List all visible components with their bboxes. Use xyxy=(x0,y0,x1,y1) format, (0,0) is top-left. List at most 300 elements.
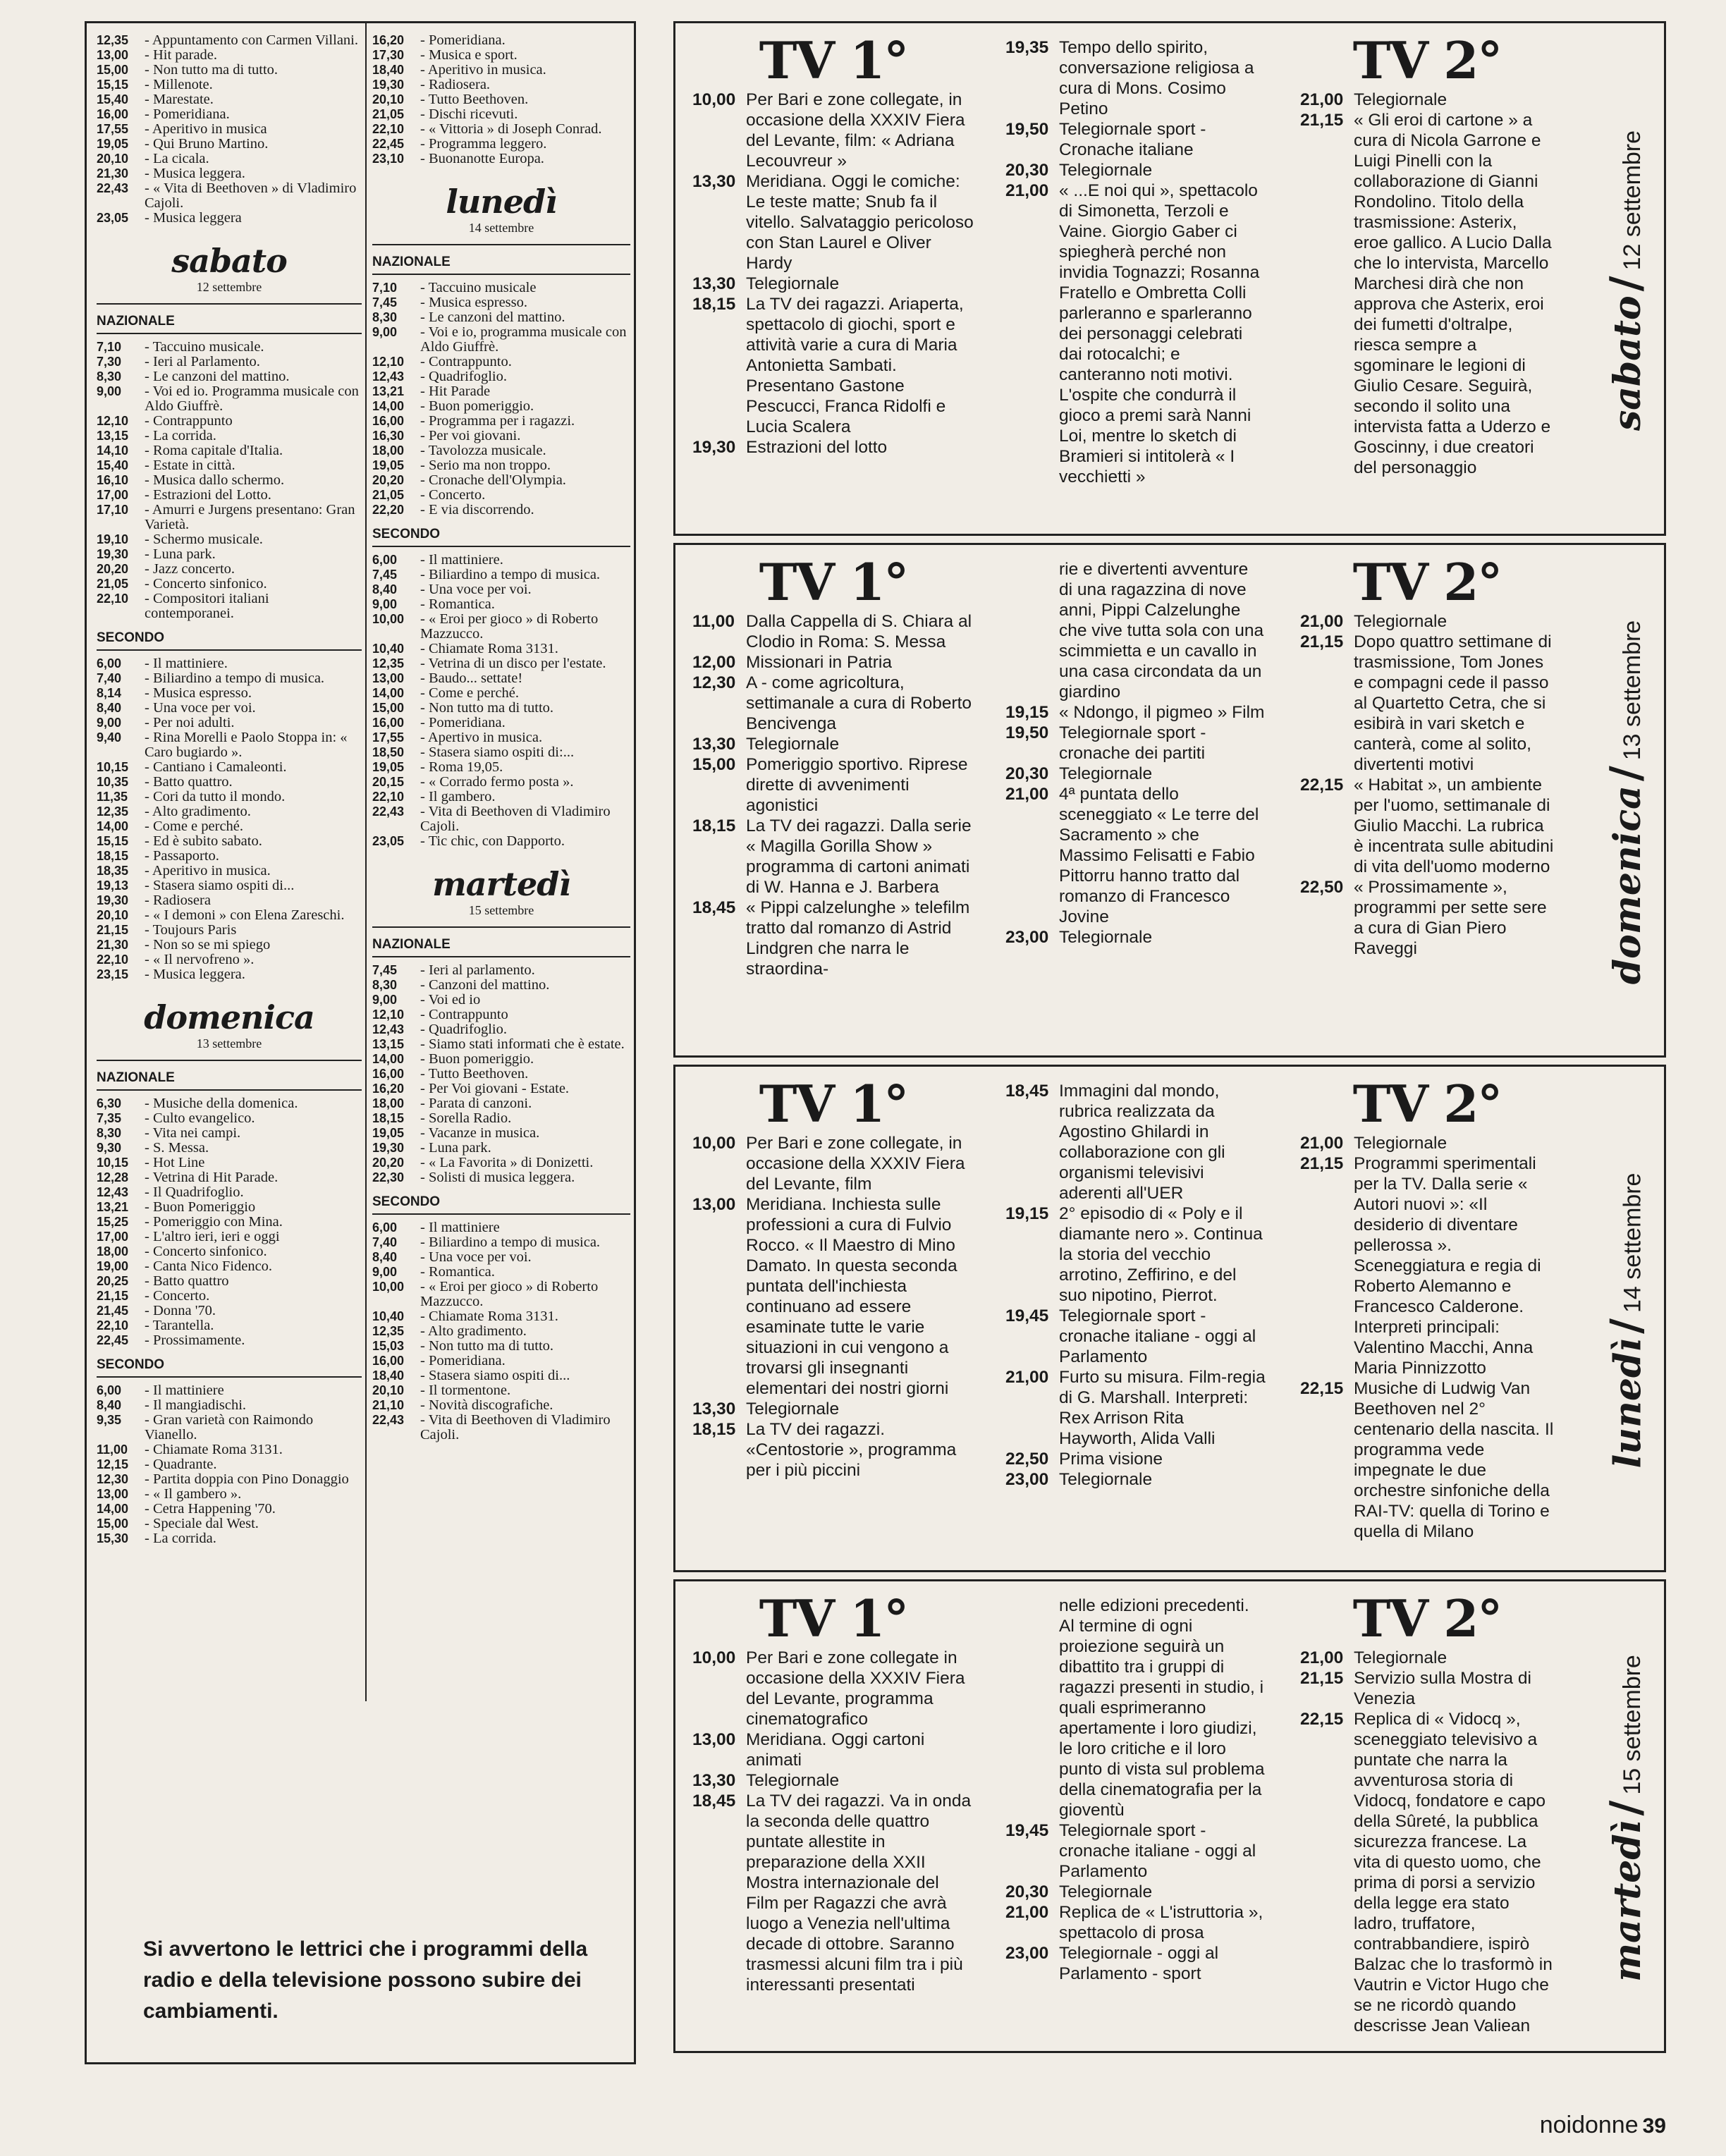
radio-program-row xyxy=(97,849,362,864)
tv-list xyxy=(1300,611,1554,959)
program-description: Per Bari e zone collegate, in occasione della XXXIV Fiera del Levante, film xyxy=(746,1134,965,1194)
program-description: « Gli eroi di cartone » a cura di Nicola Garrone e Luigi Pinelli con la collaborazione di Gianni Rondolino. Titolo della trasmissione: Asterix, eroe gallico. A Lucio Dalla che lo intervista, Marcello Marchesi dirà che non approva che Asterix, eroi dei fumetti d'oltralpe, riesca sempre a sgominare le legioni di Giulio Cesare. Seguirà, secondo il solito una intervista fatta a Uderzo e Goscinny, i due creatori del personaggio xyxy=(1354,111,1552,477)
radio-program-row xyxy=(97,656,362,671)
program-description: Estrazioni del lotto xyxy=(746,438,888,457)
program-time: 19,35 xyxy=(1005,38,1049,57)
tv-program-row xyxy=(692,816,974,898)
radio-program-row xyxy=(97,1383,362,1398)
program-title: - Musica e sport. xyxy=(420,48,630,63)
program-title: - Donna '70. xyxy=(145,1304,362,1318)
program-title: - Vacanze in musica. xyxy=(420,1126,630,1141)
radio-program-row xyxy=(372,730,630,745)
radio-program-row xyxy=(372,1220,630,1235)
radio-program-row xyxy=(372,122,630,137)
program-description: Telegiornale xyxy=(1354,1134,1447,1153)
radio-program-row xyxy=(97,671,362,686)
program-description: Telegiornale xyxy=(746,735,840,754)
radio-program-row xyxy=(97,1318,362,1333)
program-description: Meridiana. Oggi le comiche: Le teste matte; Snub fa il vitello. Salvataggio pericoloso con Stan Laurel e Oliver Hardy xyxy=(746,172,974,273)
program-time: 17,00 xyxy=(97,488,129,502)
program-time: 19,13 xyxy=(97,878,129,893)
program-time: 11,00 xyxy=(692,612,735,631)
radio-program-row xyxy=(97,1487,362,1502)
program-title: - Stasera siamo ospiti di:... xyxy=(420,745,630,760)
program-title: - Una voce per voi. xyxy=(420,1250,630,1265)
radio-program-row xyxy=(97,488,362,503)
slash-glyph: / xyxy=(1601,1800,1651,1816)
program-time: 21,00 xyxy=(1005,181,1049,200)
program-time: 17,10 xyxy=(97,503,129,517)
program-title: - Romantica. xyxy=(420,1265,630,1280)
program-description: Musiche di Ludwig Van Beethoven nel 2° centenario della nascita. Il programma vede impegnate le due orchestre sinfoniche della RAI-TV: quella di Torino e quella di Milano xyxy=(1354,1379,1554,1541)
radio-program-row xyxy=(97,804,362,819)
program-title: - L'altro ieri, ieri e oggi xyxy=(145,1230,362,1244)
program-title: - Passaporto. xyxy=(145,849,362,864)
program-time: 12,00 xyxy=(692,653,736,672)
program-time: 18,45 xyxy=(692,898,736,917)
side-day-date: 13 settembre xyxy=(1619,620,1646,761)
program-title: - Musica leggera. xyxy=(145,166,362,181)
side-day-date: 15 settembre xyxy=(1619,1655,1646,1795)
program-time: 20,10 xyxy=(97,908,129,922)
radio-program-row xyxy=(372,804,630,834)
program-time: 23,00 xyxy=(1005,1470,1049,1489)
tv-day-block-domenica xyxy=(673,543,1666,1058)
radio-program-row xyxy=(372,993,630,1007)
radio-program-row xyxy=(372,834,630,849)
program-title: - Vita nei campi. xyxy=(145,1126,362,1141)
program-time: 15,40 xyxy=(97,92,129,106)
tv-program-row xyxy=(692,673,974,734)
program-title: - Pomeridiana. xyxy=(420,716,630,730)
program-time: 6,00 xyxy=(97,656,122,670)
tv2-heading: TV 2° xyxy=(1352,1074,1502,1134)
program-time: 6,00 xyxy=(372,1220,398,1235)
program-title: - Concerto sinfonico. xyxy=(145,577,362,592)
tv-list xyxy=(1005,559,1266,948)
radio-program-row xyxy=(97,181,362,211)
tv-program-row xyxy=(692,1419,974,1481)
program-time: 21,15 xyxy=(97,1289,129,1303)
program-time: 21,10 xyxy=(372,1398,405,1412)
radio-program-row xyxy=(372,1398,630,1413)
tv1-heading: TV 1° xyxy=(759,1588,908,1648)
network-label: SECONDO xyxy=(97,1356,362,1378)
program-title: - Il mattiniere xyxy=(420,1220,630,1235)
program-time: 12,43 xyxy=(372,369,405,384)
program-title: - Cetra Happening '70. xyxy=(145,1502,362,1517)
program-title: - Pomeridiana. xyxy=(145,107,362,122)
program-description: Telegiornale xyxy=(1354,90,1447,109)
program-time: 16,00 xyxy=(372,414,405,428)
tv-program-row xyxy=(692,652,974,673)
program-description: Telegiornale xyxy=(746,1399,840,1419)
program-description: Per Bari e zone collegate, in occasione della XXXIV Fiera del Levante, film: « Adriana Lecouvreur » xyxy=(746,90,965,171)
side-day-date: 12 settembre xyxy=(1619,130,1646,271)
network-label: SECONDO xyxy=(372,526,630,547)
radio-program-row xyxy=(372,295,630,310)
program-title: - Radiosera. xyxy=(420,78,630,92)
tv2-column xyxy=(1300,553,1554,959)
program-time: 12,10 xyxy=(372,1007,405,1022)
program-title: - Stasera siamo ospiti di... xyxy=(420,1368,630,1383)
page-footer xyxy=(1540,2112,1666,2139)
radio-schedule-box xyxy=(85,21,636,2064)
tv-program-row xyxy=(1005,723,1266,764)
program-title: - Per noi adulti. xyxy=(145,716,362,730)
program-description: Telegiornale xyxy=(1354,612,1447,631)
program-title: - Jazz concerto. xyxy=(145,562,362,577)
program-title: - Pomeridiana. xyxy=(420,1354,630,1368)
radio-program-row xyxy=(97,78,362,92)
program-title: - Contrappunto xyxy=(145,414,362,429)
radio-program-row xyxy=(97,1274,362,1289)
tv-program-row xyxy=(1005,180,1266,487)
program-title: - Concerto. xyxy=(145,1289,362,1304)
program-time: 19,45 xyxy=(1005,1306,1049,1325)
program-title: - Musica espresso. xyxy=(420,295,630,310)
radio-program-row xyxy=(97,122,362,137)
program-title: - Biliardino a tempo di musica. xyxy=(145,671,362,686)
side-day-label xyxy=(1598,1581,1654,2055)
program-title: - Solisti di musica leggera. xyxy=(420,1170,630,1185)
radio-program-row xyxy=(97,137,362,152)
tv-list xyxy=(1005,1081,1266,1490)
program-time: 6,30 xyxy=(97,1096,122,1110)
radio-program-row xyxy=(372,488,630,503)
program-time: 17,55 xyxy=(97,122,129,136)
tv-list xyxy=(1300,90,1554,478)
tv-program-row xyxy=(692,1399,974,1419)
program-title: - Non tutto ma di tutto. xyxy=(420,701,630,716)
program-time: 12,30 xyxy=(97,1472,129,1486)
program-time: 20,30 xyxy=(1005,161,1049,180)
tv-schedule-area xyxy=(673,21,1666,2053)
radio-list xyxy=(372,1220,630,1443)
radio-program-row xyxy=(97,1230,362,1244)
network-label: NAZIONALE xyxy=(372,254,630,275)
program-time: 20,20 xyxy=(97,562,129,576)
radio-program-row xyxy=(372,686,630,701)
program-title: - Buon pomeriggio. xyxy=(420,1052,630,1067)
program-title: - Serio ma non troppo. xyxy=(420,458,630,473)
program-time: 22,10 xyxy=(372,790,405,804)
program-time: 20,20 xyxy=(372,473,405,487)
program-title: - Il mattiniere xyxy=(145,1383,362,1398)
program-time: 21,00 xyxy=(1005,1903,1049,1922)
program-title: - Partita doppia con Pino Donaggio xyxy=(145,1472,362,1487)
program-description: « Ndongo, il pigmeo » Film xyxy=(1059,703,1265,722)
program-time: 15,00 xyxy=(372,701,405,715)
radio-program-row xyxy=(97,701,362,716)
tv-program-row xyxy=(1005,119,1266,160)
radio-program-row xyxy=(97,1141,362,1156)
program-time: 11,35 xyxy=(97,790,128,804)
program-title: - « I demoni » con Elena Zareschi. xyxy=(145,908,362,923)
program-time: 18,40 xyxy=(372,1368,405,1383)
radio-program-row xyxy=(97,1333,362,1348)
tv-program-row xyxy=(1300,1709,1554,2036)
tv-program-row xyxy=(692,1133,974,1194)
program-title: - Qui Bruno Martino. xyxy=(145,137,362,152)
network-label: SECONDO xyxy=(97,630,362,651)
tv1-column xyxy=(692,1075,974,1481)
tv-program-row xyxy=(692,734,974,754)
radio-program-row xyxy=(372,1126,630,1141)
program-time: 20,10 xyxy=(372,1383,405,1397)
program-title: - « Vita di Beethoven » di Vladimiro Cajoli. xyxy=(145,181,362,211)
network-label: NAZIONALE xyxy=(372,936,630,957)
tv-program-row xyxy=(1300,1668,1554,1709)
program-description: Prima visione xyxy=(1059,1450,1163,1469)
radio-program-row xyxy=(97,211,362,226)
program-time: 16,10 xyxy=(97,473,129,487)
radio-program-row xyxy=(372,582,630,597)
program-description: Missionari in Patria xyxy=(746,653,892,672)
program-title: - Vetrina di un disco per l'estate. xyxy=(420,656,630,671)
program-description: « Habitat », un ambiente per l'uomo, settimanale di Giulio Macchi. La rubrica è incentrata sulle abitudini di vita dell'uomo moderno xyxy=(1354,776,1554,876)
tv-day-block-martedi xyxy=(673,1579,1666,2053)
program-time: 22,45 xyxy=(372,137,405,151)
program-time: 13,15 xyxy=(372,1037,405,1051)
program-title: - Tutto Beethoven. xyxy=(420,1067,630,1082)
program-description: nelle edizioni precedenti. Al termine di ogni proiezione seguirà un dibattito tra i gruppi di ragazzi presenti in studio, i quali esprimeranno apertamente i loro giudizi, le loro critiche e il loro punto di vista sul problema della cinematografia per la gioventù xyxy=(1059,1596,1265,1820)
radio-program-row xyxy=(97,923,362,938)
program-description: Telegiornale xyxy=(1059,161,1153,180)
slash-glyph: / xyxy=(1601,1318,1651,1334)
program-title: - Canzoni del mattino. xyxy=(420,978,630,993)
tv-program-row xyxy=(1300,1153,1554,1378)
program-title: - Schermo musicale. xyxy=(145,532,362,547)
schedule-change-notice: Si avvertono le lettrici che i programmi della radio e della televisione possono subire dei cambiamenti. xyxy=(143,1937,588,2023)
program-title: - Voi e io, programma musicale con Aldo Giuffrè. xyxy=(420,325,630,355)
program-time: 9,00 xyxy=(372,1265,398,1279)
program-time: 23,05 xyxy=(372,834,405,848)
program-time: 18,40 xyxy=(372,63,405,77)
program-time: 19,30 xyxy=(372,78,405,92)
radio-program-row xyxy=(372,1111,630,1126)
radio-program-row xyxy=(97,1413,362,1443)
tv1-continued-column xyxy=(1005,1595,1266,1984)
program-title: - Siamo stati informati che è estate. xyxy=(420,1037,630,1052)
program-time: 21,00 xyxy=(1005,785,1049,804)
program-time: 7,40 xyxy=(97,671,122,685)
program-title: - Aperitivo in musica. xyxy=(145,864,362,878)
program-time: 8,40 xyxy=(372,582,398,596)
radio-program-row xyxy=(97,414,362,429)
tv-program-row xyxy=(1005,1595,1266,1820)
program-time: 15,15 xyxy=(97,834,129,848)
program-time: 16,00 xyxy=(372,716,405,730)
program-title: - Radiosera xyxy=(145,893,362,908)
program-time: 23,00 xyxy=(1005,928,1049,947)
radio-program-row xyxy=(97,864,362,878)
radio-program-row xyxy=(97,819,362,834)
program-time: 21,05 xyxy=(372,488,405,502)
radio-program-row xyxy=(372,33,630,48)
program-time: 22,10 xyxy=(372,122,405,136)
program-time: 21,15 xyxy=(1300,1154,1344,1173)
radio-program-row xyxy=(372,1082,630,1096)
network-label: NAZIONALE xyxy=(97,1070,362,1091)
radio-program-row xyxy=(372,355,630,369)
radio-program-row xyxy=(97,1244,362,1259)
radio-program-row xyxy=(372,429,630,443)
program-title: - Cronache dell'Olympia. xyxy=(420,473,630,488)
radio-program-row xyxy=(97,775,362,790)
tv2-column xyxy=(1300,1075,1554,1542)
program-description: Telegiornale sport - cronache italiane - oggi al Parlamento xyxy=(1059,1306,1256,1366)
program-time: 12,28 xyxy=(97,1170,129,1184)
program-description: rie e divertenti avventure di una ragazzina di nove anni, Pippi Calzelunghe che vive tutta sola con una scimmietta e un cavallo in una casa circondata da un giardino xyxy=(1059,560,1264,702)
radio-program-row xyxy=(97,834,362,849)
radio-program-row xyxy=(97,592,362,621)
program-time: 20,15 xyxy=(372,775,405,789)
tv-program-row xyxy=(1300,611,1554,632)
tv-program-row xyxy=(1005,764,1266,784)
program-description: Telegiornale xyxy=(1059,1470,1153,1489)
tv-program-row xyxy=(1300,877,1554,959)
program-title: - Appuntamento con Carmen Villani. xyxy=(145,33,362,48)
tv2-column xyxy=(1300,32,1554,478)
program-description: Programmi sperimentali per la TV. Dalla serie « Autori nuovi »: «Il desiderio di diventare pellerossa ». Sceneggiatura e regia di Roberto Alemanno e Francesco Calderone. Interpreti principali: Valentino Macchi, Anna Maria Pinnizzotto xyxy=(1354,1154,1541,1378)
tv-list xyxy=(692,611,974,979)
tv1-continued-column xyxy=(1005,37,1266,487)
tv-program-row xyxy=(692,1791,974,1995)
radio-program-row xyxy=(97,33,362,48)
radio-program-row xyxy=(372,1265,630,1280)
program-time: 21,00 xyxy=(1300,612,1344,631)
program-time: 12,30 xyxy=(692,673,736,692)
program-time: 18,00 xyxy=(372,1096,405,1110)
program-time: 21,15 xyxy=(1300,111,1344,130)
program-title: - Luna park. xyxy=(420,1141,630,1156)
program-time: 17,55 xyxy=(372,730,405,745)
program-time: 21,05 xyxy=(97,577,129,591)
radio-program-row xyxy=(372,1368,630,1383)
program-title: - Cori da tutto il mondo. xyxy=(145,790,362,804)
radio-program-row xyxy=(372,369,630,384)
radio-program-row xyxy=(372,1280,630,1309)
radio-program-row xyxy=(372,384,630,399)
program-description: Replica di « Vidocq », sceneggiato televisivo a puntate che narra la avventurosa storia di Vidocq, fondatore e capo della Sûreté, la pubblica sicurezza francese. La vita di questo uomo, che prima di porsi a servizio della legge era stato ladro, truffatore, contrabbandiere, ispirò Balzac che lo trasformò in Vautrin e Victor Hugo che se ne ricordò quando descrisse Jean Valiean xyxy=(1354,1710,1553,2035)
tv-program-row xyxy=(1005,1367,1266,1449)
program-time: 13,21 xyxy=(97,1200,129,1214)
program-time: 21,30 xyxy=(97,938,129,952)
radio-program-row xyxy=(372,1156,630,1170)
program-description: « Pippi calzelunghe » telefilm tratto dal romanzo di Astrid Lindgren che narra le straordina- xyxy=(746,898,970,979)
tv-program-row xyxy=(1005,1902,1266,1943)
radio-program-row xyxy=(97,953,362,967)
side-day-date: 14 settembre xyxy=(1619,1172,1646,1313)
radio-program-row xyxy=(372,325,630,355)
tv-program-row xyxy=(1300,110,1554,478)
program-time: 8,30 xyxy=(97,1126,122,1140)
program-time: 19,30 xyxy=(692,438,736,457)
program-time: 18,45 xyxy=(692,1791,736,1811)
side-day-name: martedì xyxy=(1606,1820,1650,1982)
tv1-column xyxy=(692,32,974,458)
radio-list xyxy=(97,33,362,226)
program-time: 9,00 xyxy=(97,384,122,398)
radio-program-row xyxy=(372,1354,630,1368)
tv-list xyxy=(692,1648,974,1995)
tv1-continued-column xyxy=(1005,1081,1266,1490)
program-time: 8,40 xyxy=(97,701,122,715)
program-title: - Musica leggera xyxy=(145,211,362,226)
program-time: 22,15 xyxy=(1300,1710,1344,1729)
program-time: 8,40 xyxy=(372,1250,398,1264)
program-time: 14,00 xyxy=(97,819,129,833)
program-title: - Parata di canzoni. xyxy=(420,1096,630,1111)
program-time: 12,43 xyxy=(372,1022,405,1036)
program-title: - Contrappunto xyxy=(420,1007,630,1022)
radio-program-row xyxy=(372,503,630,517)
tv-program-row xyxy=(1005,927,1266,948)
radio-program-row xyxy=(372,656,630,671)
program-description: Telegiornale sport - Cronache italiane xyxy=(1059,120,1206,159)
program-title: - Apertivo in musica. xyxy=(420,730,630,745)
radio-program-row xyxy=(97,1185,362,1200)
tv-program-row xyxy=(1005,702,1266,723)
radio-program-row xyxy=(97,107,362,122)
radio-program-row xyxy=(97,893,362,908)
tv-list xyxy=(1300,1648,1554,2036)
tv-program-row xyxy=(1005,1449,1266,1469)
program-time: 21,15 xyxy=(1300,632,1344,651)
radio-program-row xyxy=(97,503,362,532)
radio-program-row xyxy=(97,63,362,78)
day-date: 15 settembre xyxy=(372,902,630,928)
tv-day-block-sabato xyxy=(673,21,1666,536)
radio-program-row xyxy=(372,152,630,166)
program-time: 13,30 xyxy=(692,735,736,754)
program-time: 14,00 xyxy=(372,1052,405,1066)
radio-program-row xyxy=(372,63,630,78)
program-description: Pomeriggio sportivo. Riprese dirette di avvenimenti agonistici xyxy=(746,755,968,815)
program-time: 10,40 xyxy=(372,642,405,656)
radio-program-row xyxy=(97,908,362,923)
radio-program-row xyxy=(372,642,630,656)
radio-program-row xyxy=(372,137,630,152)
radio-program-row xyxy=(97,1398,362,1413)
radio-program-row xyxy=(372,78,630,92)
tv-program-row xyxy=(692,754,974,816)
program-title: - « Il gambero ». xyxy=(145,1487,362,1502)
program-time: 22,50 xyxy=(1005,1450,1049,1469)
program-title: - Taccuino musicale. xyxy=(145,340,362,355)
program-title: - Romantica. xyxy=(420,597,630,612)
program-title: - Voi ed io. Programma musicale con Aldo Giuffrè. xyxy=(145,384,362,414)
radio-program-row xyxy=(372,399,630,414)
program-time xyxy=(1005,1595,1059,1820)
program-title: - Culto evangelico. xyxy=(145,1111,362,1126)
program-description: Telegiornale xyxy=(746,274,840,293)
program-time: 15,40 xyxy=(97,458,129,472)
side-day-label xyxy=(1598,545,1654,1060)
radio-program-row xyxy=(372,671,630,686)
radio-program-row xyxy=(372,701,630,716)
tv-list xyxy=(692,1133,974,1481)
program-time: 12,35 xyxy=(97,33,129,47)
program-description: Telegiornale sport - cronache italiane - oggi al Parlamento xyxy=(1059,1821,1256,1881)
tv-program-row xyxy=(1005,559,1266,702)
program-title: - Una voce per voi. xyxy=(145,701,362,716)
program-title: - Le canzoni del mattino. xyxy=(420,310,630,325)
program-description: Dalla Cappella di S. Chiara al Clodio in Roma: S. Messa xyxy=(746,612,972,651)
radio-program-row xyxy=(97,1156,362,1170)
program-title: - Compositori italiani contemporanei. xyxy=(145,592,362,621)
